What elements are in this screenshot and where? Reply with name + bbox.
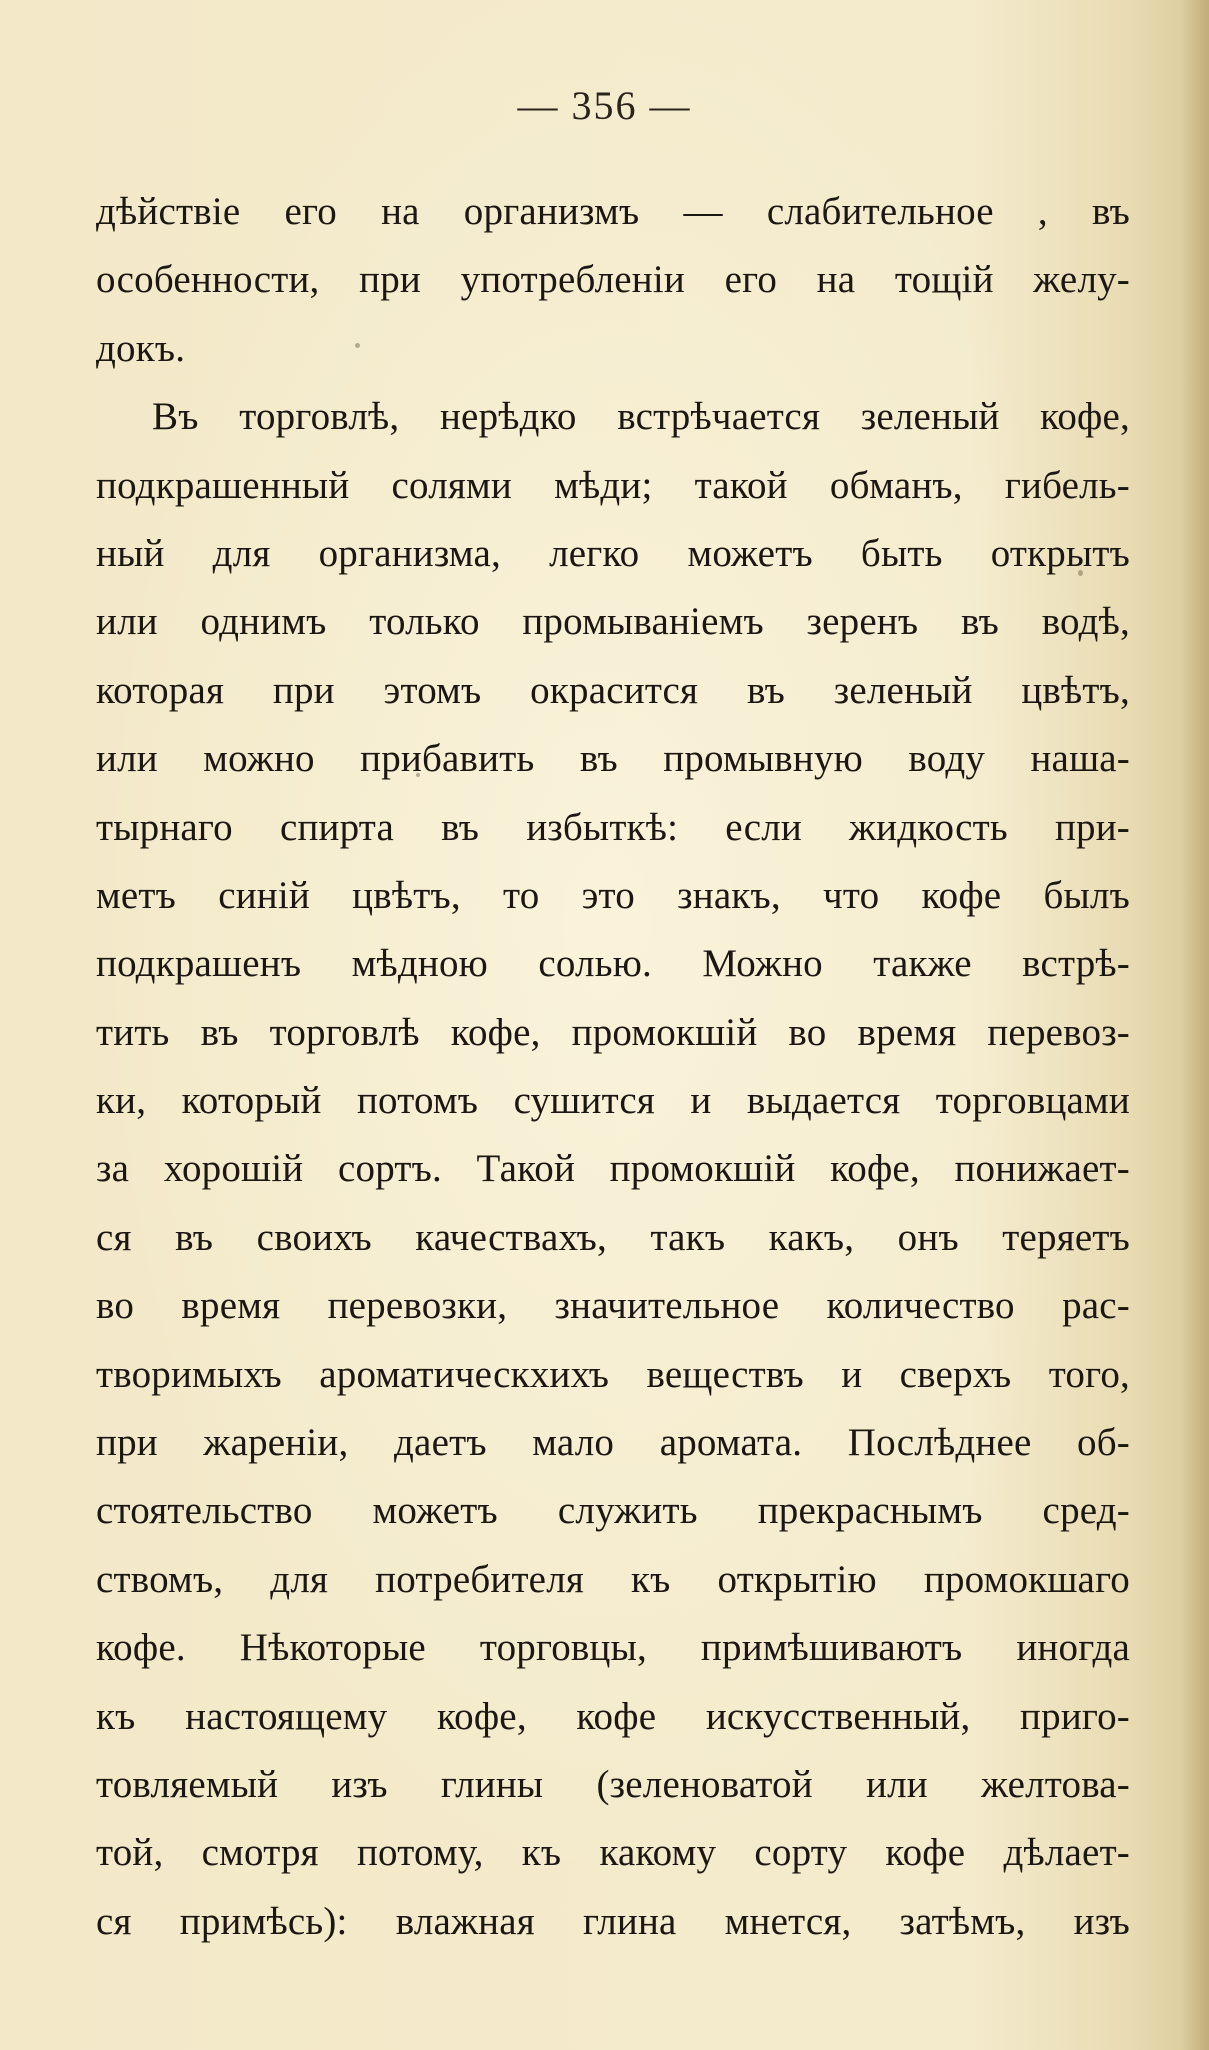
text-line: кофе. Нѣкоторые торговцы, примѣшиваютъ иногда [96, 1626, 1130, 1670]
text-line: или можно прибавить въ промывную воду наша- [96, 737, 1130, 781]
text-line: ный для организма, легко можетъ быть открытъ [96, 531, 1130, 575]
text-line: докъ. [96, 326, 186, 370]
text-line: за хорошій сортъ. Такой промокшій кофе, понижает- [96, 1147, 1130, 1191]
paper-speck [355, 343, 360, 348]
text-line: ся въ своихъ качествахъ, такъ какъ, онъ теряетъ [96, 1215, 1130, 1259]
text-line: творимыхъ ароматическхихъ веществъ и сверхъ того, [96, 1352, 1130, 1396]
text-line: ствомъ, для потребителя къ открытію промокшаго [96, 1557, 1130, 1601]
text-line: которая при этомъ окрасится въ зеленый цвѣтъ, [96, 668, 1130, 712]
page-edge-shadow [1181, 0, 1209, 2050]
text-line: дѣйствіе его на организмъ — слабительное , въ [96, 190, 1130, 233]
text-line: Въ торговлѣ, нерѣдко встрѣчается зеленый кофе, [152, 395, 1130, 439]
text-line: стоятельство можетъ служить прекраснымъ сред- [96, 1489, 1130, 1533]
text-line: ки, который потомъ сушится и выдается торговцами [96, 1079, 1130, 1123]
text-line: во время перевозки, значительное количество рас- [96, 1284, 1130, 1328]
text-line: или однимъ только промываніемъ зеренъ въ водѣ, [96, 600, 1130, 644]
page-number: — 356 — [517, 83, 692, 128]
text-line: тить въ торговлѣ кофе, промокшій во время перевоз- [96, 1010, 1130, 1054]
text-line: къ настоящему кофе, кофе искусственный, приго- [96, 1694, 1130, 1738]
text-line: при жареніи, даетъ мало аромата. Послѣднее об- [96, 1421, 1130, 1465]
text-line: ся примѣсь): влажная глина мнется, затѣмъ, изъ [96, 1899, 1130, 1943]
paper-speck [1078, 570, 1083, 576]
text-line: товляемый изъ глины (зеленоватой или желтова- [96, 1762, 1130, 1806]
text-line: метъ синій цвѣтъ, то это знакъ, что кофе былъ [96, 873, 1130, 917]
text-line: той, смотря потому, къ какому сорту кофе дѣлает- [96, 1831, 1130, 1875]
text-line: подкрашенный солями мѣди; такой обманъ, гибель- [96, 463, 1130, 507]
text-line: подкрашенъ мѣдною солью. Можно также встрѣ- [96, 942, 1130, 986]
text-line: особенности, при употребленіи его на тощій желу- [96, 258, 1130, 302]
paper-speck [416, 773, 420, 777]
text-line: тырнаго спирта въ избыткѣ: если жидкость при- [96, 805, 1130, 849]
body-text [96, 178, 1130, 1956]
